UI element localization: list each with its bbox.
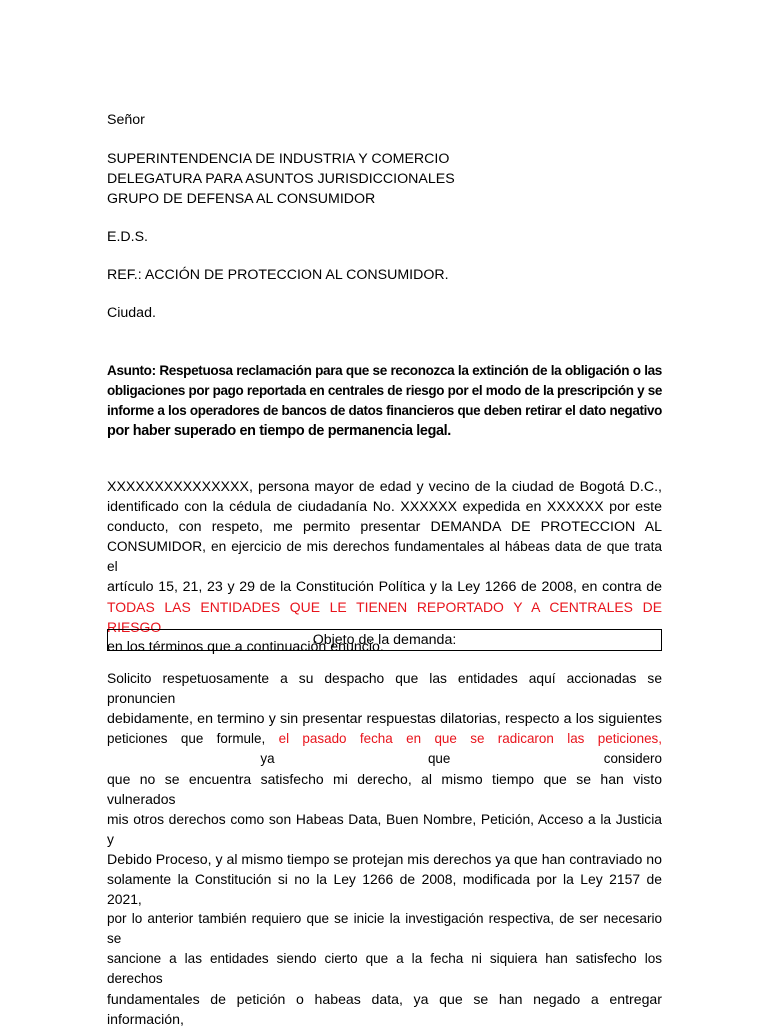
request-line: sancione a las entidades siendo cierto que a la fecha ni siquiera han satisfecho los derechos bbox=[107, 951, 662, 986]
intro-line: conducto, con respeto, me permito presentar DEMANDA DE PROTECCION AL bbox=[107, 519, 662, 535]
subject-paragraph bbox=[107, 361, 662, 441]
request-line: fundamentales de petición o habeas data, ya que se han negado a entregar información, bbox=[107, 991, 662, 1027]
intro-line: CONSUMIDOR, en ejercicio de mis derechos fundamentales al hábeas data de que trata el bbox=[107, 539, 662, 574]
request-line: solamente la Constitución si no la Ley 1266 de 2008, modificada por la Ley 2157 de 2021, bbox=[107, 871, 662, 907]
request-text: ya que considero bbox=[107, 751, 662, 766]
object-heading-box bbox=[107, 629, 662, 651]
request-line: por lo anterior también requiero que se inicie la investigación respectiva, de ser necesario se bbox=[107, 911, 662, 946]
object-heading: Objeto de la demanda: bbox=[312, 632, 457, 648]
intro-line-red: TODAS LAS ENTIDADES QUE LE TIENEN REPORTADO Y A CENTRALES DE RIESGO bbox=[107, 599, 662, 635]
intro-line: identificado con la cédula de ciudadanía No. XXXXXX expedida en XXXXXX por este bbox=[107, 499, 662, 515]
city-line: Ciudad. bbox=[107, 305, 156, 321]
intro-line: artículo 15, 21, 23 y 29 de la Constitución Política y la Ley 1266 de 2008, en contra de bbox=[107, 579, 662, 595]
request-line-mixed bbox=[107, 729, 662, 769]
addressee-line: GRUPO DE DEFENSA AL CONSUMIDOR bbox=[107, 191, 376, 207]
addressee-line: SUPERINTENDENCIA DE INDUSTRIA Y COMERCIO bbox=[107, 151, 450, 167]
intro-line: XXXXXXXXXXXXXXX, persona mayor de edad y vecino de la ciudad de Bogotá D.C., bbox=[107, 479, 662, 495]
addressee-block bbox=[107, 149, 455, 209]
greeting: Señor bbox=[107, 112, 145, 128]
addressee-line: DELEGATURA PARA ASUNTOS JURISDICCIONALES bbox=[107, 171, 455, 187]
subject-line: por haber superado en tiempo de permanencia legal. bbox=[107, 423, 451, 439]
request-paragraph bbox=[107, 669, 662, 1029]
request-line: que no se encuentra satisfecho mi derecho, al mismo tiempo que se han visto vulnerados bbox=[107, 771, 662, 807]
request-highlight: el pasado fecha en que se radicaron las peticiones, bbox=[278, 731, 662, 746]
request-line: mis otros derechos como son Habeas Data, Buen Nombre, Petición, Acceso a la Justicia y bbox=[107, 811, 662, 847]
reference-line: REF.: ACCIÓN DE PROTECCION AL CONSUMIDOR. bbox=[107, 267, 449, 283]
subject-line: informe a los operadores de bancos de datos financieros que deben retirar el dato negativo bbox=[107, 403, 662, 418]
request-line: debidamente, en termino y sin presentar respuestas dilatorias, respecto a los siguientes bbox=[107, 711, 662, 727]
request-text: peticiones que formule, bbox=[107, 731, 279, 746]
subject-line: obligaciones por pago reportada en centrales de riesgo por el modo de la prescripción y se bbox=[107, 383, 662, 398]
intro-line: en los términos que a continuación enuncio. bbox=[107, 639, 384, 655]
subject-line: Asunto: Respetuosa reclamación para que se reconozca la extinción de la obligación o las bbox=[107, 363, 662, 378]
request-line: Debido Proceso, y al mismo tiempo se protejan mis derechos ya que han contraviado no bbox=[107, 851, 662, 867]
eds-line: E.D.S. bbox=[107, 229, 148, 245]
request-line: Solicito respetuosamente a su despacho que las entidades aquí accionadas se pronuncien bbox=[107, 671, 662, 706]
